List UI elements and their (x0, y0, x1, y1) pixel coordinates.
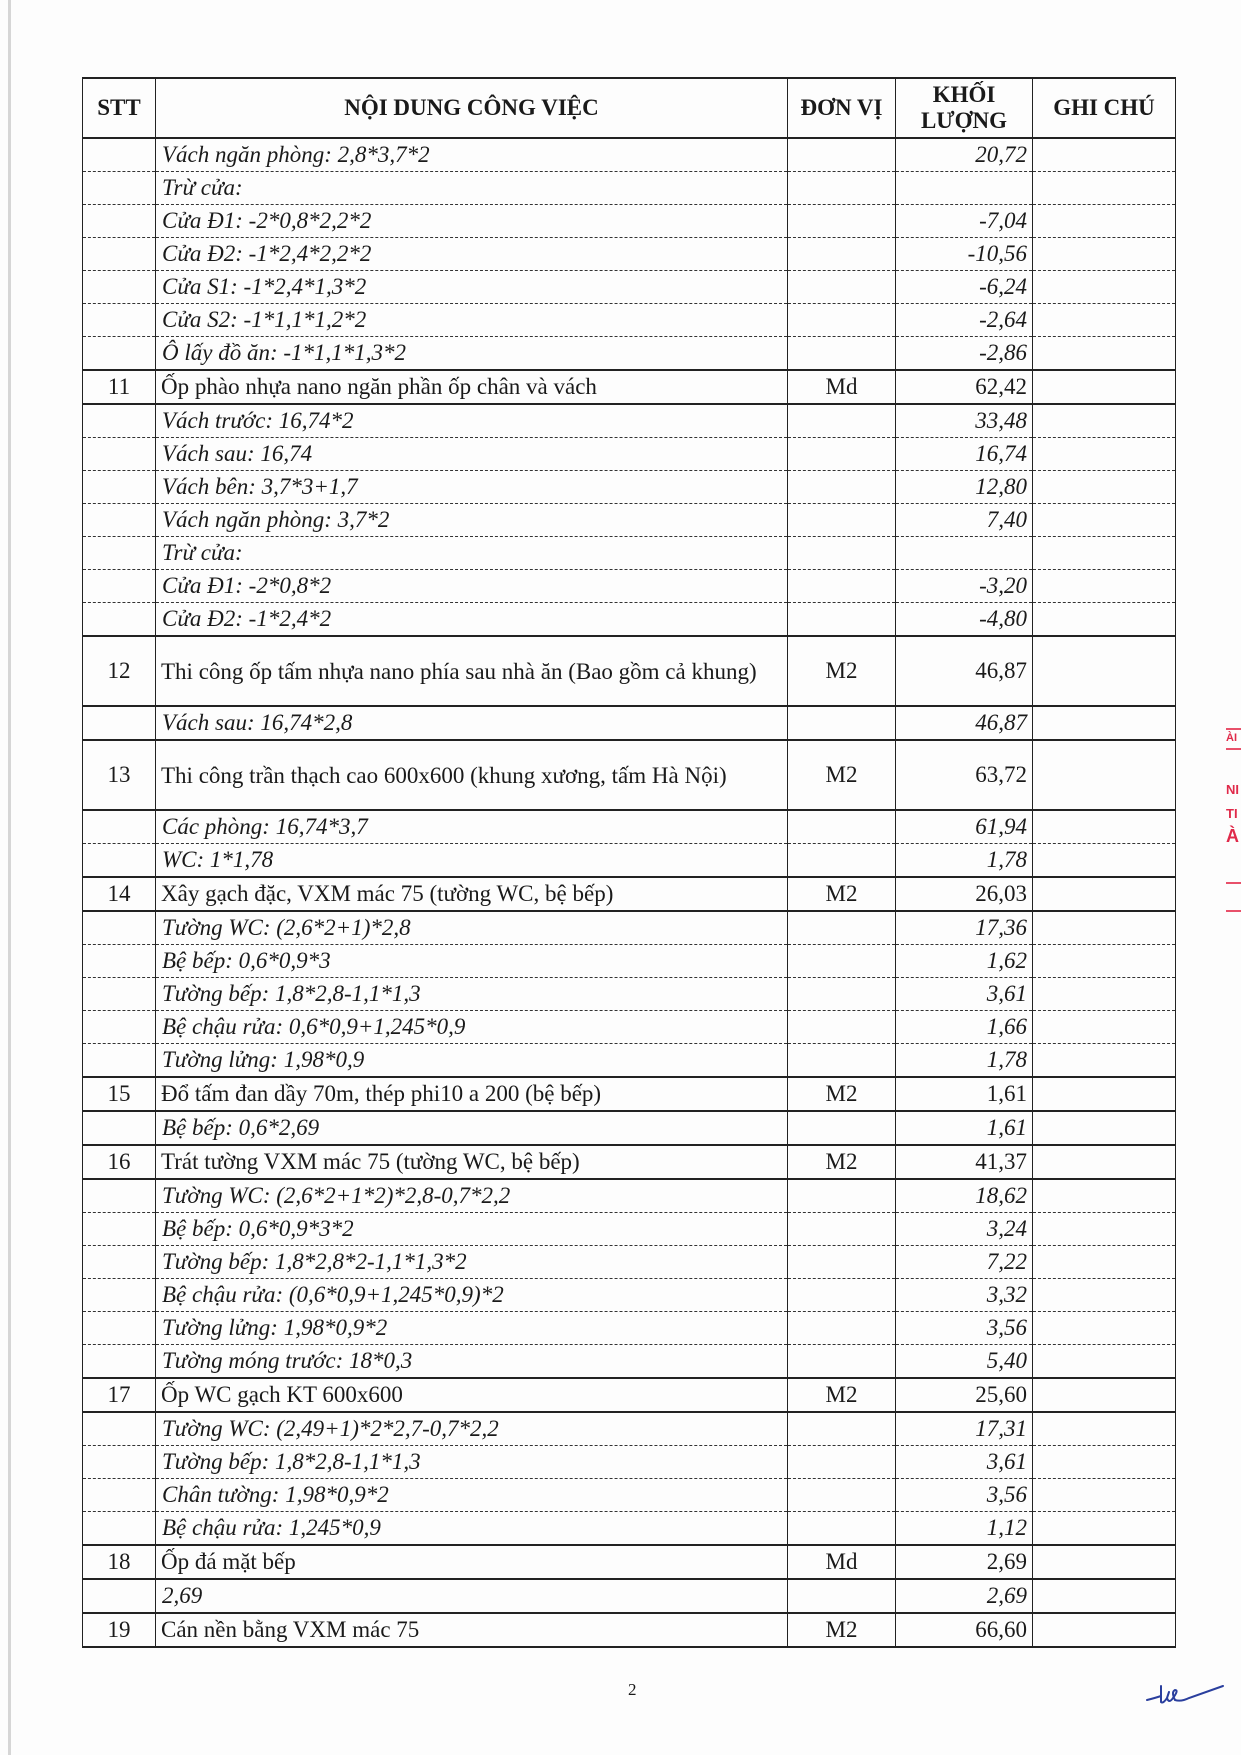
row-content: Vách sau: 16,74 (156, 438, 788, 471)
detail-row (83, 337, 1176, 371)
detail-row (83, 1579, 1176, 1613)
row-unit (788, 570, 896, 603)
row-content: Tường móng trước: 18*0,3 (156, 1345, 788, 1379)
row-stt: 14 (83, 877, 156, 911)
row-content: Ô lấy đồ ăn: -1*1,1*1,3*2 (156, 337, 788, 371)
row-quantity: 3,56 (896, 1312, 1033, 1345)
row-stt (83, 1111, 156, 1145)
column-header-note: GHI CHÚ (1033, 78, 1176, 138)
row-content: Tường WC: (2,6*2+1)*2,8 (156, 911, 788, 945)
row-content: Thi công trần thạch cao 600x600 (khung xương, tấm Hà Nội) (156, 740, 788, 810)
row-stt: 12 (83, 636, 156, 706)
row-quantity: 1,66 (896, 1011, 1033, 1044)
row-note (1033, 706, 1176, 740)
row-unit: Md (788, 370, 896, 404)
row-unit (788, 172, 896, 205)
detail-row (83, 537, 1176, 570)
work-item-row (83, 636, 1176, 706)
row-note (1033, 1246, 1176, 1279)
row-unit (788, 337, 896, 371)
row-content: Tường bếp: 1,8*2,8*2-1,1*1,3*2 (156, 1246, 788, 1279)
row-unit: M2 (788, 740, 896, 810)
row-quantity: 1,61 (896, 1111, 1033, 1145)
row-quantity: -10,56 (896, 238, 1033, 271)
detail-row (83, 1213, 1176, 1246)
column-header-unit: ĐƠN VỊ (788, 78, 896, 138)
row-unit (788, 1011, 896, 1044)
row-stt (83, 337, 156, 371)
row-stt (83, 1446, 156, 1479)
row-note (1033, 1545, 1176, 1579)
row-note (1033, 1613, 1176, 1647)
detail-row (83, 810, 1176, 844)
signature-mark (1145, 1672, 1225, 1712)
row-quantity: -3,20 (896, 570, 1033, 603)
detail-row (83, 603, 1176, 637)
detail-row (83, 1345, 1176, 1379)
row-note (1033, 1446, 1176, 1479)
row-stt: 15 (83, 1077, 156, 1111)
row-unit: M2 (788, 877, 896, 911)
row-unit (788, 205, 896, 238)
row-quantity: -4,80 (896, 603, 1033, 637)
row-unit (788, 1512, 896, 1546)
detail-row (83, 1279, 1176, 1312)
row-quantity: 61,94 (896, 810, 1033, 844)
row-stt: 13 (83, 740, 156, 810)
row-quantity: 1,78 (896, 844, 1033, 878)
detail-row (83, 304, 1176, 337)
row-stt (83, 1246, 156, 1279)
row-note (1033, 1145, 1176, 1179)
stamp-text: À (1226, 826, 1239, 846)
work-item-row (83, 370, 1176, 404)
row-quantity: 3,61 (896, 1446, 1033, 1479)
row-stt (83, 911, 156, 945)
row-unit (788, 404, 896, 438)
row-content: Bệ chậu rửa: 1,245*0,9 (156, 1512, 788, 1546)
detail-row (83, 706, 1176, 740)
row-content: Các phòng: 16,74*3,7 (156, 810, 788, 844)
row-note (1033, 504, 1176, 537)
stamp-text: ÀI (1226, 732, 1237, 744)
row-stt (83, 1011, 156, 1044)
row-content: Cửa Đ2: -1*2,4*2 (156, 603, 788, 637)
row-content: Bệ chậu rửa: (0,6*0,9+1,245*0,9)*2 (156, 1279, 788, 1312)
row-note (1033, 1111, 1176, 1145)
row-quantity: 62,42 (896, 370, 1033, 404)
row-content: Vách ngăn phòng: 2,8*3,7*2 (156, 138, 788, 172)
row-stt (83, 1312, 156, 1345)
row-note (1033, 810, 1176, 844)
row-content: Trừ cửa: (156, 537, 788, 570)
detail-row (83, 271, 1176, 304)
row-note (1033, 603, 1176, 637)
row-quantity: -6,24 (896, 271, 1033, 304)
row-stt (83, 504, 156, 537)
detail-row (83, 911, 1176, 945)
row-unit (788, 1279, 896, 1312)
row-unit: M2 (788, 1613, 896, 1647)
row-quantity: 3,56 (896, 1479, 1033, 1512)
work-item-row (83, 1545, 1176, 1579)
detail-row (83, 1479, 1176, 1512)
row-unit: M2 (788, 1378, 896, 1412)
row-unit (788, 945, 896, 978)
row-content: Cửa Đ1: -2*0,8*2 (156, 570, 788, 603)
row-unit (788, 603, 896, 637)
row-note (1033, 537, 1176, 570)
row-unit (788, 438, 896, 471)
row-note (1033, 1345, 1176, 1379)
row-note (1033, 1512, 1176, 1546)
row-note (1033, 1179, 1176, 1213)
row-note (1033, 844, 1176, 878)
row-note (1033, 1378, 1176, 1412)
column-header-content: NỘI DUNG CÔNG VIỆC (156, 78, 788, 138)
row-stt (83, 1044, 156, 1078)
row-content: Bệ bếp: 0,6*0,9*3*2 (156, 1213, 788, 1246)
row-note (1033, 740, 1176, 810)
table-header-row (83, 78, 1176, 138)
row-note (1033, 978, 1176, 1011)
row-unit (788, 1479, 896, 1512)
row-quantity: 2,69 (896, 1579, 1033, 1613)
row-quantity: 20,72 (896, 138, 1033, 172)
row-stt (83, 1279, 156, 1312)
row-content: Ốp WC gạch KT 600x600 (156, 1378, 788, 1412)
row-stt: 17 (83, 1378, 156, 1412)
work-item-row (83, 1145, 1176, 1179)
row-stt (83, 706, 156, 740)
row-unit (788, 238, 896, 271)
row-stt (83, 978, 156, 1011)
row-content: Trừ cửa: (156, 172, 788, 205)
row-content: Tường WC: (2,49+1)*2*2,7-0,7*2,2 (156, 1412, 788, 1446)
row-content: Trát tường VXM mác 75 (tường WC, bệ bếp) (156, 1145, 788, 1179)
row-unit: M2 (788, 1145, 896, 1179)
stamp-text: NI (1226, 782, 1239, 797)
scan-edge (8, 0, 11, 1755)
row-stt (83, 1412, 156, 1446)
row-note (1033, 877, 1176, 911)
row-unit (788, 1579, 896, 1613)
page-number: 2 (628, 1680, 637, 1699)
row-content: Bệ bếp: 0,6*0,9*3 (156, 945, 788, 978)
row-quantity: 46,87 (896, 636, 1033, 706)
row-unit (788, 1246, 896, 1279)
row-content: Tường bếp: 1,8*2,8-1,1*1,3 (156, 1446, 788, 1479)
row-unit (788, 138, 896, 172)
row-quantity: 7,22 (896, 1246, 1033, 1279)
row-note (1033, 1279, 1176, 1312)
row-content: Ốp đá mặt bếp (156, 1545, 788, 1579)
row-content: Cửa Đ2: -1*2,4*2,2*2 (156, 238, 788, 271)
row-content: Xây gạch đặc, VXM mác 75 (tường WC, bệ bếp) (156, 877, 788, 911)
row-quantity (896, 172, 1033, 205)
row-unit: M2 (788, 1077, 896, 1111)
row-note (1033, 404, 1176, 438)
detail-row (83, 1446, 1176, 1479)
detail-row (83, 945, 1176, 978)
detail-row (83, 570, 1176, 603)
red-stamp-fragment (1226, 722, 1241, 922)
row-note (1033, 238, 1176, 271)
detail-row (83, 172, 1176, 205)
row-stt (83, 1479, 156, 1512)
detail-row (83, 238, 1176, 271)
row-unit (788, 1044, 896, 1078)
row-stt: 18 (83, 1545, 156, 1579)
work-item-row (83, 1077, 1176, 1111)
row-content: Cửa Đ1: -2*0,8*2,2*2 (156, 205, 788, 238)
row-note (1033, 370, 1176, 404)
row-stt: 19 (83, 1613, 156, 1647)
row-quantity: -2,64 (896, 304, 1033, 337)
row-quantity: -7,04 (896, 205, 1033, 238)
row-quantity: 26,03 (896, 877, 1033, 911)
row-content: Bệ bếp: 0,6*2,69 (156, 1111, 788, 1145)
row-note (1033, 1011, 1176, 1044)
column-header-quantity (896, 78, 1033, 138)
row-quantity: 3,32 (896, 1279, 1033, 1312)
row-content: Thi công ốp tấm nhựa nano phía sau nhà ăn (Bao gồm cả khung) (156, 636, 788, 706)
row-unit (788, 844, 896, 878)
row-unit: Md (788, 1545, 896, 1579)
detail-row (83, 1312, 1176, 1345)
row-unit (788, 504, 896, 537)
row-quantity: 1,78 (896, 1044, 1033, 1078)
row-note (1033, 1044, 1176, 1078)
row-note (1033, 438, 1176, 471)
row-stt (83, 404, 156, 438)
row-stt (83, 271, 156, 304)
row-content: Chân tường: 1,98*0,9*2 (156, 1479, 788, 1512)
row-quantity: 1,61 (896, 1077, 1033, 1111)
work-item-row (83, 1613, 1176, 1647)
row-quantity: 3,24 (896, 1213, 1033, 1246)
row-note (1033, 1412, 1176, 1446)
row-unit (788, 1446, 896, 1479)
row-note (1033, 636, 1176, 706)
row-stt (83, 1512, 156, 1546)
row-content: Tường lửng: 1,98*0,9*2 (156, 1312, 788, 1345)
row-unit (788, 911, 896, 945)
detail-row (83, 1179, 1176, 1213)
row-note (1033, 1479, 1176, 1512)
column-header-quantity-label: KHỐI LƯỢNG (920, 82, 1008, 133)
row-note (1033, 1213, 1176, 1246)
row-unit (788, 271, 896, 304)
row-note (1033, 911, 1176, 945)
row-quantity: -2,86 (896, 337, 1033, 371)
detail-row (83, 978, 1176, 1011)
row-note (1033, 1579, 1176, 1613)
row-unit: M2 (788, 636, 896, 706)
stamp-line (1226, 728, 1241, 730)
row-content: 2,69 (156, 1579, 788, 1613)
stamp-line (1226, 910, 1241, 912)
detail-row (83, 1011, 1176, 1044)
row-content: Tường WC: (2,6*2+1*2)*2,8-0,7*2,2 (156, 1179, 788, 1213)
row-stt: 16 (83, 1145, 156, 1179)
row-quantity: 17,36 (896, 911, 1033, 945)
row-unit (788, 1345, 896, 1379)
column-header-stt: STT (83, 78, 156, 138)
detail-row (83, 1412, 1176, 1446)
row-stt (83, 1345, 156, 1379)
row-stt (83, 238, 156, 271)
row-note (1033, 337, 1176, 371)
stamp-line (1226, 748, 1241, 750)
row-content: Cửa S1: -1*2,4*1,3*2 (156, 271, 788, 304)
stamp-line (1226, 882, 1241, 884)
row-unit (788, 1179, 896, 1213)
row-note (1033, 945, 1176, 978)
row-stt (83, 603, 156, 637)
row-content: Vách ngăn phòng: 3,7*2 (156, 504, 788, 537)
row-quantity: 63,72 (896, 740, 1033, 810)
row-content: WC: 1*1,78 (156, 844, 788, 878)
detail-row (83, 504, 1176, 537)
detail-row (83, 138, 1176, 172)
row-quantity: 7,40 (896, 504, 1033, 537)
row-stt (83, 438, 156, 471)
row-stt (83, 537, 156, 570)
row-unit (788, 1111, 896, 1145)
row-quantity: 25,60 (896, 1378, 1033, 1412)
work-item-row (83, 877, 1176, 911)
row-content: Vách trước: 16,74*2 (156, 404, 788, 438)
row-quantity: 46,87 (896, 706, 1033, 740)
row-quantity: 1,62 (896, 945, 1033, 978)
row-unit (788, 1412, 896, 1446)
row-note (1033, 304, 1176, 337)
row-quantity: 3,61 (896, 978, 1033, 1011)
row-content: Vách bên: 3,7*3+1,7 (156, 471, 788, 504)
row-content: Cửa S2: -1*1,1*1,2*2 (156, 304, 788, 337)
row-content: Bệ chậu rửa: 0,6*0,9+1,245*0,9 (156, 1011, 788, 1044)
row-quantity: 66,60 (896, 1613, 1033, 1647)
row-stt (83, 945, 156, 978)
row-note (1033, 205, 1176, 238)
stamp-text: TI (1226, 806, 1238, 821)
row-stt (83, 810, 156, 844)
row-unit (788, 706, 896, 740)
work-item-row (83, 1378, 1176, 1412)
row-note (1033, 271, 1176, 304)
row-quantity: 12,80 (896, 471, 1033, 504)
row-unit (788, 1312, 896, 1345)
row-stt (83, 304, 156, 337)
row-quantity: 5,40 (896, 1345, 1033, 1379)
row-note (1033, 1312, 1176, 1345)
row-unit (788, 810, 896, 844)
row-note (1033, 138, 1176, 172)
row-quantity: 17,31 (896, 1412, 1033, 1446)
row-quantity: 33,48 (896, 404, 1033, 438)
row-content: Vách sau: 16,74*2,8 (156, 706, 788, 740)
row-unit (788, 304, 896, 337)
detail-row (83, 1044, 1176, 1078)
quantity-table (82, 77, 1176, 1648)
row-content: Cán nền bằng VXM mác 75 (156, 1613, 788, 1647)
row-note (1033, 172, 1176, 205)
row-stt (83, 138, 156, 172)
detail-row (83, 205, 1176, 238)
detail-row (83, 404, 1176, 438)
detail-row (83, 438, 1176, 471)
work-item-row (83, 740, 1176, 810)
row-unit (788, 978, 896, 1011)
row-quantity (896, 537, 1033, 570)
row-note (1033, 471, 1176, 504)
row-stt (83, 1579, 156, 1613)
table-body (83, 138, 1176, 1647)
detail-row (83, 1246, 1176, 1279)
row-content: Ốp phào nhựa nano ngăn phần ốp chân và vách (156, 370, 788, 404)
detail-row (83, 844, 1176, 878)
detail-row (83, 471, 1176, 504)
row-stt (83, 205, 156, 238)
row-content: Tường lửng: 1,98*0,9 (156, 1044, 788, 1078)
row-content: Đổ tấm đan dầy 70m, thép phi10 a 200 (bệ bếp) (156, 1077, 788, 1111)
row-quantity: 18,62 (896, 1179, 1033, 1213)
row-quantity: 16,74 (896, 438, 1033, 471)
detail-row (83, 1512, 1176, 1546)
row-note (1033, 1077, 1176, 1111)
signature-stroke (1147, 1686, 1223, 1703)
detail-row (83, 1111, 1176, 1145)
row-stt (83, 844, 156, 878)
row-quantity: 2,69 (896, 1545, 1033, 1579)
row-stt: 11 (83, 370, 156, 404)
row-unit (788, 1213, 896, 1246)
row-stt (83, 1213, 156, 1246)
row-stt (83, 172, 156, 205)
row-quantity: 1,12 (896, 1512, 1033, 1546)
row-stt (83, 1179, 156, 1213)
row-stt (83, 570, 156, 603)
row-quantity: 41,37 (896, 1145, 1033, 1179)
row-stt (83, 471, 156, 504)
row-unit (788, 537, 896, 570)
row-note (1033, 570, 1176, 603)
row-unit (788, 471, 896, 504)
row-content: Tường bếp: 1,8*2,8-1,1*1,3 (156, 978, 788, 1011)
